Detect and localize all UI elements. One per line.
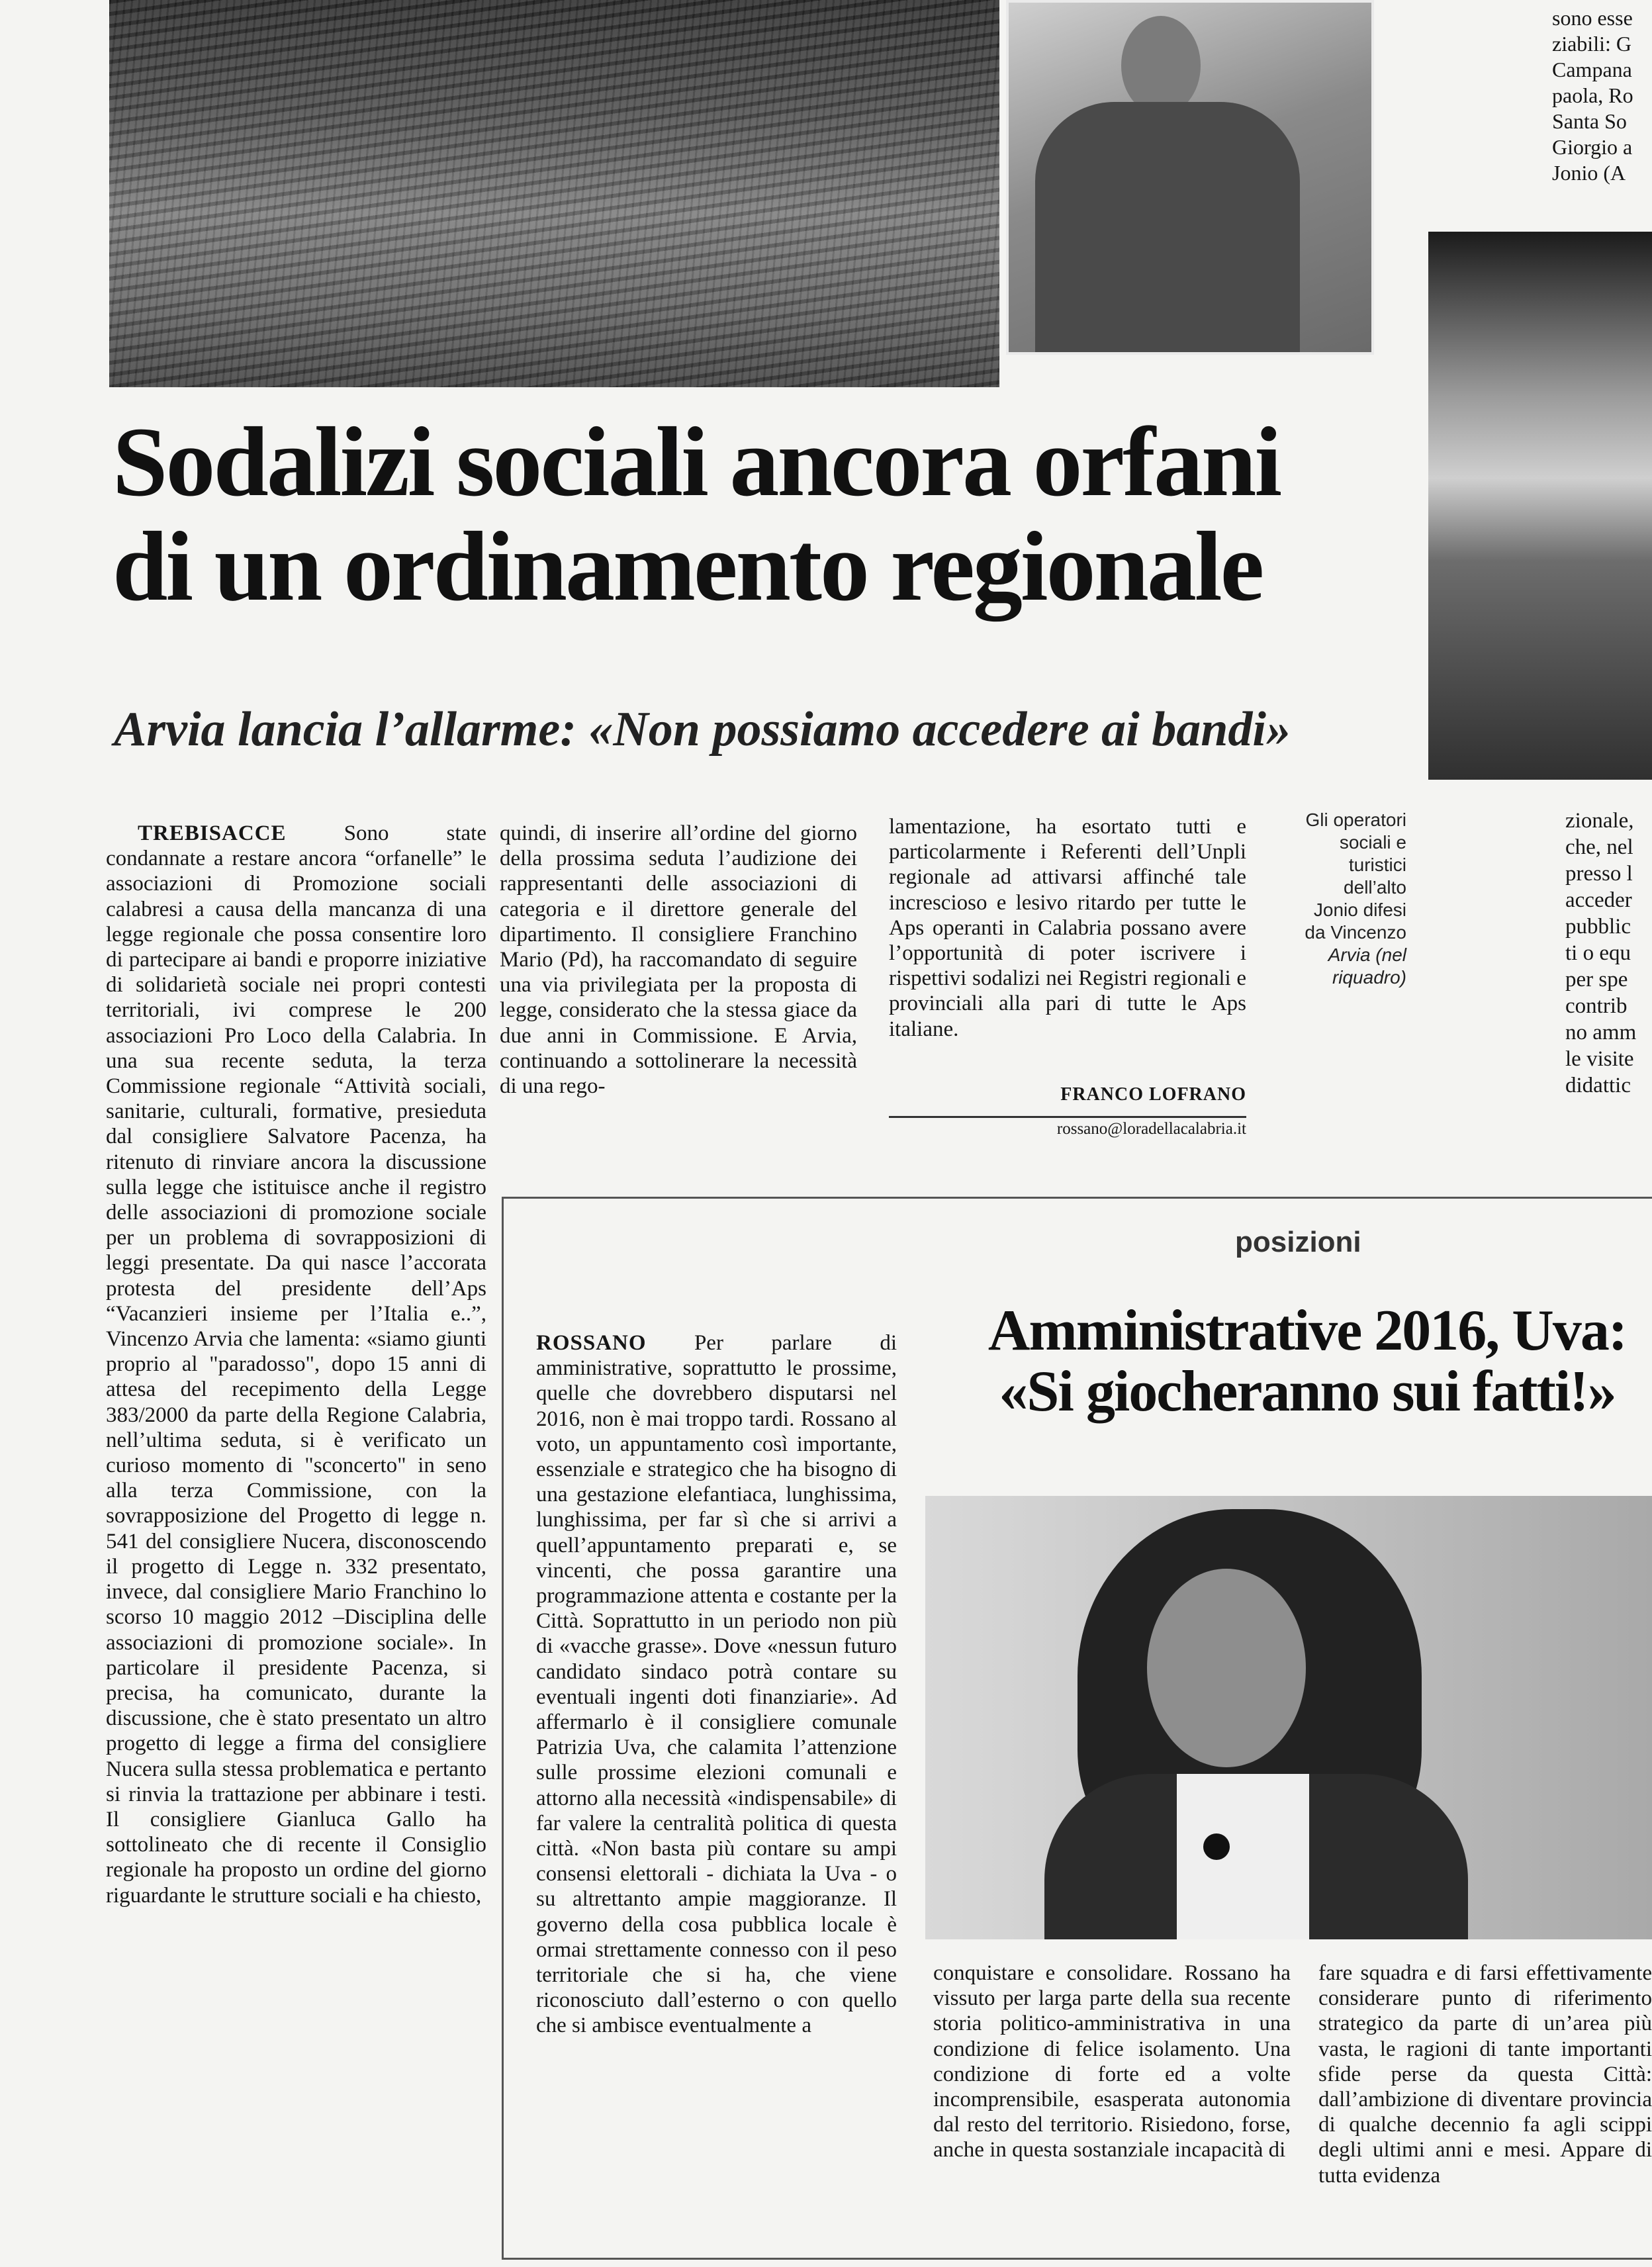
top-right-line: paola, Ro [1552,83,1633,107]
right-mid-line: didattic [1565,1074,1631,1097]
right-mid-line: presso l [1565,862,1633,886]
microphone-icon [1203,1833,1230,1860]
article2-column-1 [536,1330,897,2039]
byline-rule [889,1116,1246,1118]
hiker-head [1121,16,1201,115]
article1-column-1 [106,821,486,1908]
top-right-column [1552,5,1652,186]
caption-line: Arvia (nel [1328,945,1406,965]
article1-column-3 [889,814,1246,1042]
top-right-line: sono esse [1552,6,1633,30]
kicker: Arvia lancia l’allarme: «Non possiamo accedere ai bandi» [114,702,1291,757]
speaker-photo [925,1496,1652,1939]
article1-dateline: TREBISACCE [138,821,287,845]
right-mid-line: zionale, [1565,809,1634,833]
article1-email: rossano@loradellacalabria.it [1056,1120,1246,1138]
article2-column-3 [1318,1961,1652,2188]
right-mid-line: che, nel [1565,835,1633,859]
caption-line: da Vincenzo [1305,922,1406,943]
hiker-body [1035,102,1300,353]
article2-col2-text: conquistare e consolidare. Rossano ha vissuto per larga parte della sua recente storia politico-amministrativa in una condizione di felice isolamento. Una condizione di forte ed a volte incomprensibile, esasperata autonomia dal resto del territorio. Risiedono, forse, anche in questa sostanziale incapacità di [933,1961,1291,2162]
right-mid-line: no amm [1565,1021,1637,1044]
article2-dateline: ROSSANO [536,1331,647,1355]
article2-headline-line-1: Amministrative 2016, Uva: [987,1299,1627,1363]
article2-headline [963,1301,1651,1423]
hiker-portrait-photo [1006,0,1374,355]
top-right-line: Jonio (A [1552,161,1626,185]
article1-col1-text: Sono state condannate a restare ancora “orfanelle” le associazioni di Promozione sociali calabresi a causa della mancanza di una legge regionale che possa consentire loro di partecipare ai bandi e proporre iniziative di solidarietà sociale nei propri contesti territoriali, ivi comprese le 200 associazioni Pro Loco della Calabria. In una sua recente seduta, la terza Commissione regionale “Attività sociali, sanitarie, culturali, formative, presieduta dal consigliere Salvatore Pacenza, ha ritenuto di rinviare ancora la discussione sulla legge che istituisce anche il registro delle associazioni di promozione sociale per un problema di sovrapposizioni di leggi presentate. Da qui nasce l’accorata protesta del presidente dell’Aps “Vacanzieri insieme per l’Italia e..”, Vincenzo Arvia che lamenta: «siamo giunti proprio al "paradosso", dopo 15 anni di attesa del recepimento della Legge 383/2000 da parte della Regione Calabria, nell’ultima seduta, si è verificato un curioso momento di "sconcerto" in seno alla terza Commissione, con la sovrapposizione del Progetto di legge n. 541 del consigliere Nucera, disconoscendo il progetto di Legge n. 332 presentato, invece, dal consigliere Mario Franchino lo scorso 10 maggio 2012 –Disciplina delle associazioni di promozione sociale». In particolare il presidente Pacenza, si precisa, ha comunicato, durante la discussione, che è stato presentato un altro progetto di legge a firma del consigliere Nucera sulla stessa problematica e pertanto si rinvia la trattazione per abbinare i testi. Il consigliere Gianluca Gallo ha sottolineato che di recente il Consiglio regionale ha proposto un ordine del giorno riguardante le strutture sociali e ha chiesto, [106,821,486,1908]
top-right-line: Campana [1552,58,1632,81]
headline-line-1: Sodalizi sociali ancora orfani [113,407,1281,517]
article2-col3-text: fare squadra e di farsi effettivamente considerare punto di riferimento strategico da parte di un’area più vasta, le ragioni di tante importanti sfide perse da questa Città: dall’ambizione di diventare provincia di qualche decennio fa agli scippi degli ultimi anni e mesi. Appare di tutta evidenza [1318,1961,1652,2188]
article2-headline-line-2: «Si giocheranno sui fatti!» [999,1360,1616,1424]
headline-line-2: di un ordinamento regionale [113,511,1263,622]
caption-line: sociali e [1339,832,1406,853]
right-mid-line: per spe [1565,968,1628,992]
caption-line: dell’alto [1344,877,1406,898]
coast-photo [1428,232,1652,780]
article1-col3-text: lamentazione, ha esortato tutti e particolarmente i Referenti dell’Unpli regionale ad attivarsi affinché tale increscioso e lesivo ritardo per tutte le Aps operanti in Calabria possano avere l’opportunità di poter iscrivere i rispettivi sodalizi nei Registri regionali e provinciali alla pari di tutte le Aps italiane. [889,815,1246,1041]
speaker-face [1147,1569,1306,1767]
article1-column-2 [500,821,857,1099]
caption-line: Gli operatori [1305,810,1406,830]
article2-column-2 [933,1961,1291,2163]
speaker-shirt [1177,1774,1309,1939]
landscape-photo [109,0,999,387]
top-right-line: ziabili: G [1552,32,1631,56]
right-mid-line: le visite [1565,1047,1634,1071]
main-headline [113,407,1410,622]
article2-rubric: posizioni [1235,1226,1361,1258]
photo-caption [1261,809,1406,989]
caption-line: riquadro) [1332,967,1406,988]
right-mid-line: ti o equ [1565,941,1631,965]
top-right-line: Giorgio a [1552,135,1633,159]
right-mid-line: contrib [1565,994,1628,1018]
article2-col1-text: Per parlare di amministrative, soprattutto le prossime, quelle che dovrebbero disputarsi nel 2016, non è mai troppo tardi. Rossano al voto, un appuntamento così importante, essenziale e strategico che ha bisogno di una gestazione elefantiaca, lunghissima, lunghissima, per far sì che si arrivi a quell’appuntamento preparati e, se vincenti, che possa garantire una programmazione attenta e costante per la Città. Soprattutto in un periodo non più di «vacche grasse». Dove «nessun futuro candidato sindaco potrà contare su eventuali ingenti doti finanziarie». Ad affermarlo è il consigliere comunale Patrizia Uva, che calamita l’attenzione sulle prossime elezioni comunali e attorno alla necessità «indispensabile» di far valere la centralità politica di questa città. «Non basta più contare su ampi consensi elettorali - dichiata la Uva - o su altrettanto ampie maggioranze. Il governo della cosa pubblica locale è ormai strettamente connesso con il peso territoriale che si ha, che viene riconosciuto dall’esterno o con quello che si ambisce eventualmente a [536,1331,897,2038]
article1-byline: FRANCO LOFRANO [1060,1084,1246,1105]
caption-line: Jonio difesi [1313,900,1406,920]
caption-line: turistici [1348,855,1406,875]
right-mid-line: acceder [1565,888,1632,912]
right-column-mid [1565,808,1652,1099]
top-right-line: Santa So [1552,109,1627,133]
right-mid-line: pubblic [1565,915,1631,939]
article1-col2-text: quindi, di inserire all’ordine del giorno della prossima seduta l’audizione dei rappresentanti delle associazioni di categoria e il direttore generale del dipartimento. Il consigliere Franchino Mario (Pd), ha raccomandato di seguire una via privilegiata per la proposta di legge, considerato che la stessa giace da due anni in Commissione. E Arvia, continuando a sottolinerare la necessità di una rego- [500,821,857,1099]
